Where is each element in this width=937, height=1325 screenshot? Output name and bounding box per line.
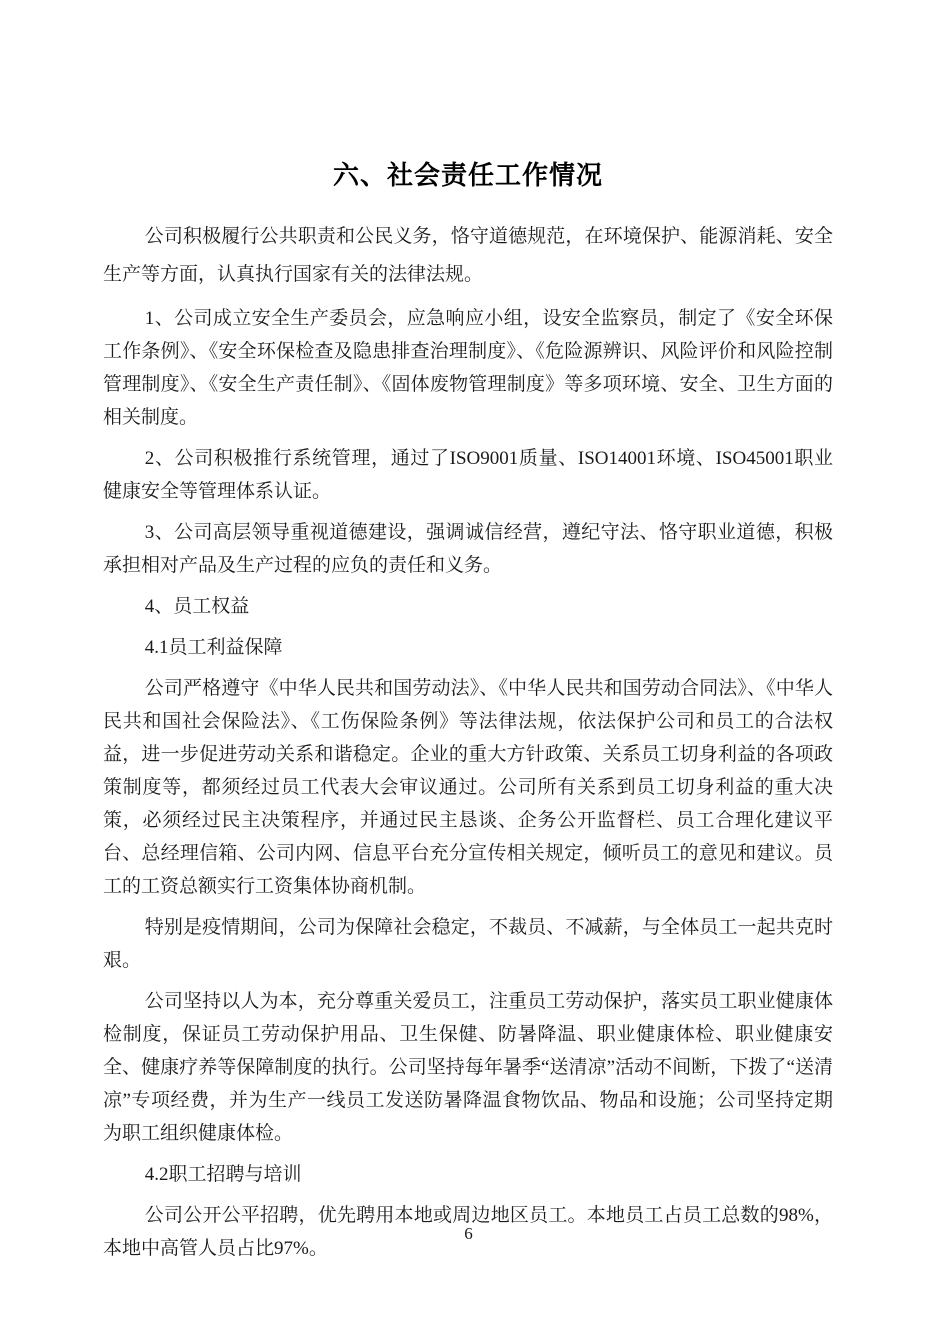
paragraph-employee-care-health: 公司坚持以人为本，充分尊重关爱员工，注重员工劳动保护，落实员工职业健康体检制度，保证员工劳动保护用品、卫生保健、防暑降温、职业健康体检、职业健康安全、健康疗养等保障制度的执行。公司坚持每年暑季“送清凉”活动不间断，下拨了“送清凉”专项经费，并为生产一线员工发送防暑降温食物饮品、物品和设施；公司坚持定期为职工组织健康体检。 xyxy=(103,991,833,1144)
paragraph-recruitment-stats: 公司公开公平招聘，优先聘用本地或周边地区员工。本地员工占员工总数的98%，本地中高管人员占比97%。 xyxy=(103,1205,833,1259)
paragraph-labor-law-compliance: 公司严格遵守《中华人民共和国劳动法》、《中华人民共和国劳动合同法》、《中华人民共和国社会保险法》、《工伤保险条例》等法律法规，依法保护公司和员工的合法权益，进一步促进劳动关系和谐稳定。企业的重大方针政策、关系员工切身利益的各项政策制度等，都须经过员工代表大会审议通过。公司所有关系到员工切身利益的重大决策，必须经过民主决策程序，并通过民主恳谈、企务公开监督栏、员工合理化建议平台、总经理信箱、公司内网、信息平台充分宣传相关规定，倾听员工的意见和建议。员工的工资总额实行工资集体协商机制。 xyxy=(103,678,833,897)
paragraph-item-2-iso-certification: 2、公司积极推行系统管理，通过了ISO9001质量、ISO14001环境、ISO45001职业健康安全等管理体系认证。 xyxy=(103,448,833,502)
page-number: 6 xyxy=(464,1224,473,1243)
heading-section-4-1-benefit-protection: 4.1员工利益保障 xyxy=(144,637,283,658)
heading-section-4-2-recruitment-training: 4.2职工招聘与培训 xyxy=(144,1164,302,1185)
paragraph-intro: 公司积极履行公共职责和公民义务，恪守道德规范，在环境保护、能源消耗、安全生产等方面，认真执行国家有关的法律法规。 xyxy=(103,226,833,285)
paragraph-pandemic-no-layoffs: 特别是疫情期间，公司为保障社会稳定，不裁员、不减薪，与全体员工一起共克时艰。 xyxy=(103,917,833,971)
heading-section-4-employee-rights: 4、员工权益 xyxy=(144,596,250,617)
document-title: 六、社会责任工作情况 xyxy=(332,160,603,190)
paragraph-item-3-ethics: 3、公司高层领导重视道德建设，强调诚信经营，遵纪守法、恪守职业道德，积极承担相对产品及生产过程的应负的责任和义务。 xyxy=(103,522,833,576)
paragraph-item-1-safety-committee: 1、公司成立安全生产委员会，应急响应小组，设安全监察员，制定了《安全环保工作条例》、《安全环保检查及隐患排查治理制度》、《危险源辨识、风险评价和风险控制管理制度》、《安全生产责任制》、《固体废物管理制度》等多项环境、安全、卫生方面的相关制度。 xyxy=(103,308,833,428)
